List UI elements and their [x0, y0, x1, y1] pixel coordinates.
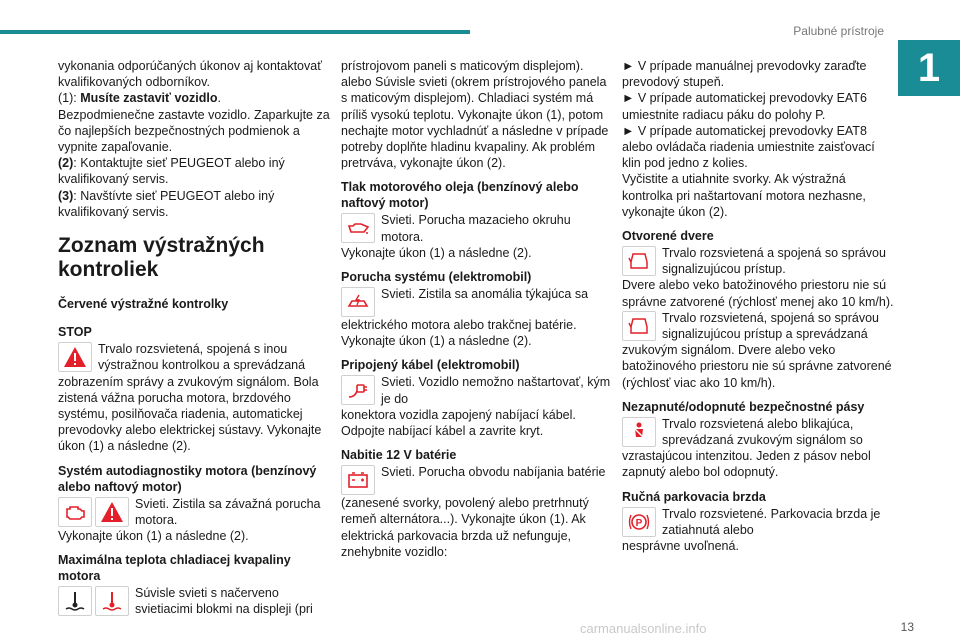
warning-triangle-icon — [95, 497, 129, 527]
belt-row — [622, 416, 894, 448]
elec-row — [341, 286, 613, 317]
diag-text-1: Svieti. Zistila sa závažná porucha motora. — [135, 496, 321, 527]
open-door-icon — [622, 246, 656, 276]
column-2 — [341, 58, 613, 560]
parking-brake-icon — [622, 507, 656, 537]
oil-text-1: Svieti. Porucha mazacieho okruhu motora. — [381, 213, 571, 244]
stop-row — [58, 341, 330, 373]
step-2: (2): Kontaktujte sieť PEUGEOT alebo iný kvalifikovaný servis. — [58, 156, 285, 187]
diag-text-2: Vykonajte úkon (1) a následne (2). — [58, 529, 249, 544]
header-accent-bar — [0, 30, 470, 34]
intro-text: vykonania odporúčaných úkonov aj kontaktovať kvalifikovaných odborníkov. — [58, 59, 322, 90]
door-text-4: zvukovým signálom. Dvere alebo veko batožinového priestoru nie sú správne zatvorené (rýchlosť viac ako 10 km/h). — [622, 343, 892, 390]
door-row-2 — [622, 310, 894, 342]
door-text-1: Trvalo rozsvietená a spojená so správou signalizujúcou prístup. — [662, 246, 886, 277]
brake-row — [622, 506, 894, 538]
cable-row — [341, 374, 613, 406]
cable-text-1: Svieti. Vozidlo nemožno naštartovať, kým je do — [381, 375, 611, 406]
column-3 — [622, 58, 894, 554]
svg-text:P: P — [635, 517, 643, 529]
elec-title: Porucha systému (elektromobil) — [341, 270, 532, 285]
door-title: Otvorené dvere — [622, 229, 714, 244]
cable-text-2: konektora vozidla zapojený nabíjací kábel. Odpojte nabíjací kábel a zavrite kryt. — [341, 407, 576, 439]
stop-title: STOP — [58, 325, 92, 340]
ev-fault-icon — [341, 287, 375, 317]
step-1: (1): Musíte zastaviť vozidlo. — [58, 91, 221, 106]
belt-text-2: vzrastajúcou intenzitou. Jeden z pásov nebol zapnutý alebo bol odopnutý. — [622, 449, 871, 480]
oil-can-icon — [341, 213, 375, 243]
diag-row — [58, 496, 330, 528]
chapter-number: 1 — [898, 40, 960, 96]
door-text-3: Trvalo rozsvietená, spojená so správou signalizujúcou prístup a sprevádzaná — [662, 310, 880, 342]
belt-title: Nezapnuté/odopnuté bezpečnostné pásy — [622, 399, 865, 414]
stop-text-1: Trvalo rozsvietená, spojená s inou výstražnou kontrolkou a sprevádzaná — [98, 342, 306, 373]
oil-title: Tlak motorového oleja (benzínový alebo naftový motor) — [341, 180, 579, 211]
step-3: (3): Navštívte sieť PEUGEOT alebo iný kvalifikovaný servis. — [58, 188, 275, 219]
section-title: Zoznam výstražných kontroliek — [58, 234, 265, 282]
battery-end: Vyčistite a utiahnite svorky. Ak výstražná kontrolka pri naštartovaní motora nezhasne, vykonajte úkon (2). — [622, 172, 866, 219]
bullet-1: ► V prípade manuálnej prevodovky zaraďte prevodový stupeň. — [622, 59, 867, 90]
battery-icon — [341, 465, 375, 495]
door-text-2: Dvere alebo veko batožinového priestoru nie sú správne zatvorené (rýchlosť menej ako 10 km/h). — [622, 278, 894, 309]
brake-text-1: Trvalo rozsvietené. Parkovacia brzda je zatiahnutá alebo — [662, 506, 881, 537]
column-1 — [58, 58, 330, 618]
warning-triangle-icon — [58, 342, 92, 372]
elec-text-1: Svieti. Zistila sa anomália týkajúca sa — [381, 287, 589, 302]
open-door-icon — [622, 311, 656, 341]
bullet-2: ► V prípade automatickej prevodovky EAT6 umiestnite radiacu páku do polohy P. — [622, 91, 867, 122]
battery-text-1: Svieti. Porucha obvodu nabíjania batérie — [381, 465, 606, 480]
brake-title: Ručná parkovacia brzda — [622, 489, 766, 504]
subsection-title: Červené výstražné kontrolky — [58, 297, 229, 312]
watermark: carmanualsonline.info — [580, 621, 707, 636]
battery-row — [341, 464, 613, 495]
belt-text-1: Trvalo rozsvietená alebo blikajúca, sprevádzaná zvukovým signálom so — [662, 416, 863, 448]
door-row-1 — [622, 245, 894, 277]
engine-icon — [58, 497, 92, 527]
battery-text-2: (zanesené svorky, povolený alebo pretrhnutý remeň alternátora...). Vykonajte úkon (1). Ak elektrická parkovacia brzda už nefunguje, znehybnite vozidlo: — [341, 496, 589, 559]
diag-title: Systém autodiagnostiky motora (benzínový alebo naftový motor) — [58, 463, 317, 494]
page-number: 13 — [900, 620, 914, 634]
chapter-title: Palubné prístroje — [793, 24, 884, 38]
elec-text-2: elektrického motora alebo trakčnej batérie. Vykonajte úkon (1) a následne (2). — [341, 318, 577, 349]
oil-text-2: Vykonajte úkon (1) a následne (2). — [341, 245, 532, 260]
temp-continued: prístrojovom paneli s maticovým displejom). alebo Súvisle svieti (okrem prístrojového panela s maticovým displejom). Chladiaci systém má príliš vysokú teplotu. Vykonajte úkon (1), potom nechajte motor vychladnúť a následne v prípade potreby doplňte hladinu kvapaliny. Ak problém pretrváva, vykonajte úkon (2). — [341, 59, 609, 171]
brake-text-2: nesprávne uvoľnená. — [622, 539, 739, 554]
coolant-temp-icon — [58, 586, 92, 616]
step-1-text: Bezpodmienečne zastavte vozidlo. Zaparkujte za čo najlepších bezpečnostných podmienok a vypnite zapaľovanie. — [58, 107, 330, 155]
temp-text-1: Súvisle svieti s načerveno svietiacimi blokmi na displeji (pri — [135, 586, 313, 617]
seatbelt-icon — [622, 417, 656, 447]
cable-title: Pripojený kábel (elektromobil) — [341, 358, 520, 373]
temp-title: Maximálna teplota chladiacej kvapaliny motora — [58, 553, 291, 584]
bullet-3: ► V prípade automatickej prevodovky EAT8 alebo ovládača riadenia umiestnite zaisťovací klin pod jedno z kolies. — [622, 123, 875, 171]
stop-text-2: zobrazením správy a zvukovým signálom. Bola zistená vážna porucha motora, brzdového systému, posilňovača riadenia, automatickej prevodovky alebo elektrickej sústavy. Vykonajte úkon (1) a následne (2). — [58, 374, 322, 454]
temp-row — [58, 585, 330, 617]
coolant-temp-icon — [95, 586, 129, 616]
plug-icon — [341, 375, 375, 405]
oil-row — [341, 212, 613, 244]
battery-title: Nabitie 12 V batérie — [341, 448, 457, 463]
